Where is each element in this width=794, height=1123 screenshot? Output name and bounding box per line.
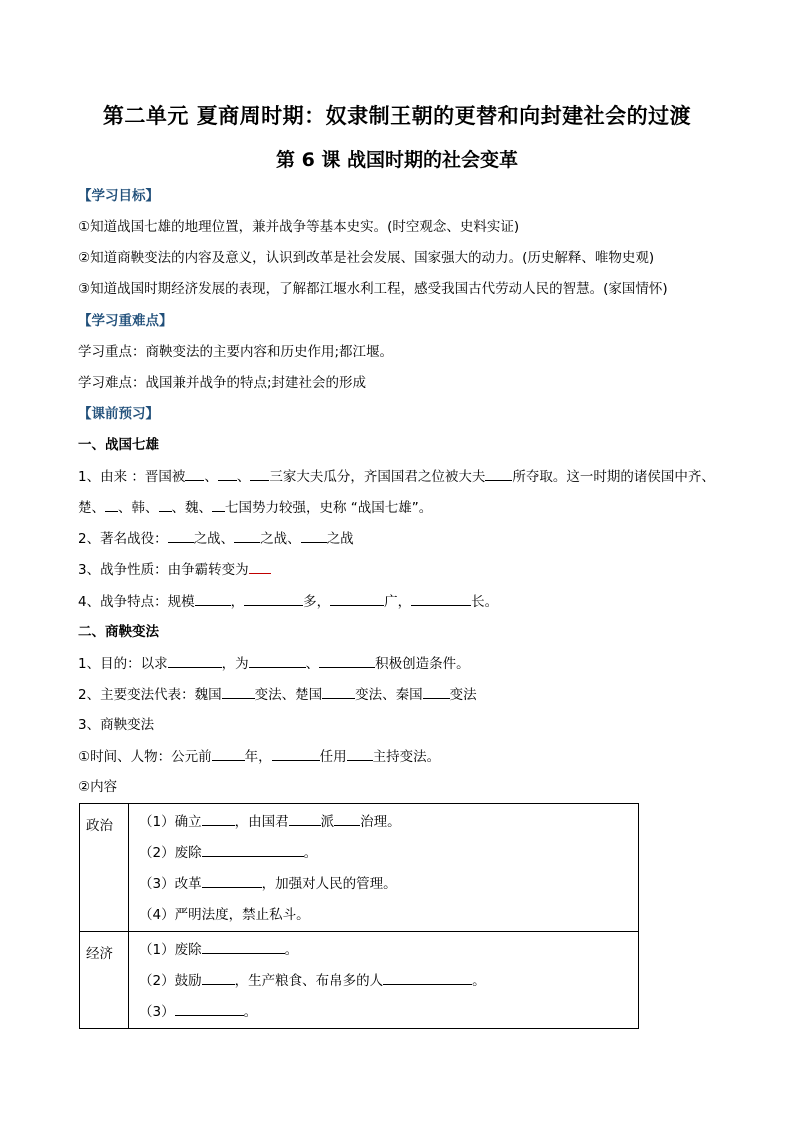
section-title-shang-yang: 二、商鞅变法 bbox=[78, 624, 159, 640]
objective-item: ③知道战国时期经济发展的表现，了解都江堰水利工程，感受我国古代劳动人民的智慧。(家国情怀) bbox=[78, 281, 668, 297]
fill-blank[interactable] bbox=[212, 498, 225, 512]
reform-reps-line: 2、主要变法代表：魏国 变法、楚国 变法、秦国 变法 bbox=[78, 687, 477, 703]
reform-content-table bbox=[79, 803, 639, 1029]
section-title-seven-states: 一、战国七雄 bbox=[78, 437, 159, 453]
lesson-title: 第 6 课 战国时期的社会变革 bbox=[275, 149, 519, 171]
table-row bbox=[80, 804, 639, 932]
fill-blank[interactable] bbox=[175, 1002, 244, 1016]
purpose-line: 1、目的：以求 ，为 、 积极创造条件。 bbox=[78, 656, 470, 672]
fill-blank[interactable] bbox=[202, 843, 304, 857]
fill-blank[interactable] bbox=[234, 529, 260, 543]
fill-blank[interactable] bbox=[249, 560, 271, 574]
fill-blank[interactable] bbox=[423, 685, 450, 699]
list-item: （2）鼓励 ，生产粮食、布帛多的人 。 bbox=[139, 973, 486, 989]
fill-blank[interactable] bbox=[185, 467, 204, 481]
war-nature-line: 3、战争性质：由争霸转变为 bbox=[78, 560, 271, 579]
battles-line: 2、著名战役： 之战、 之战、 之战 bbox=[78, 531, 354, 547]
fill-blank[interactable] bbox=[272, 747, 320, 761]
key-points-heading: 【学习重难点】 bbox=[78, 313, 173, 329]
list-item: （2）废除 。 bbox=[139, 845, 318, 861]
fill-blank[interactable] bbox=[249, 654, 306, 668]
fill-blank[interactable] bbox=[322, 685, 355, 699]
fill-blank[interactable] bbox=[485, 467, 512, 481]
category-politics: 政治 bbox=[80, 804, 129, 932]
fill-blank[interactable] bbox=[168, 529, 194, 543]
fill-blank[interactable] bbox=[202, 971, 235, 985]
fill-blank[interactable] bbox=[218, 467, 237, 481]
fill-blank[interactable] bbox=[330, 592, 384, 606]
politics-items bbox=[129, 804, 639, 932]
objectives-heading: 【学习目标】 bbox=[78, 188, 159, 204]
fill-blank[interactable] bbox=[168, 654, 222, 668]
fill-blank[interactable] bbox=[289, 812, 321, 826]
fill-blank[interactable] bbox=[383, 971, 472, 985]
fill-blank[interactable] bbox=[105, 498, 118, 512]
fill-blank[interactable] bbox=[411, 592, 471, 606]
time-people-line: ①时间、人物：公元前 年， 任用 主持变法。 bbox=[78, 749, 441, 765]
fill-blank[interactable] bbox=[347, 747, 373, 761]
table-row bbox=[80, 932, 639, 1029]
list-item: （1）废除 。 bbox=[139, 942, 299, 958]
key-difficulty: 学习难点：战国兼并战争的特点;封建社会的形成 bbox=[78, 375, 367, 391]
origin-line: 1、由来 ：晋国被 、 、 三家大夫瓜分，齐国国君之位被大夫 所夺取。这一时期的诸侯国中齐、 bbox=[78, 469, 715, 485]
category-economy: 经济 bbox=[80, 932, 129, 1029]
preview-heading: 【课前预习】 bbox=[78, 406, 159, 422]
unit-title: 第二单元 夏商周时期：奴隶制王朝的更替和向封建社会的过渡 bbox=[102, 104, 692, 128]
economy-items bbox=[129, 932, 639, 1029]
key-focus: 学习重点：商鞅变法的主要内容和历史作用;都江堰。 bbox=[78, 344, 394, 360]
war-traits-line: 4、战争特点：规模 ， 多， 广， 长。 bbox=[78, 594, 499, 610]
fill-blank[interactable] bbox=[244, 592, 303, 606]
content-label: ②内容 bbox=[78, 779, 118, 795]
fill-blank[interactable] bbox=[159, 498, 172, 512]
list-item: （1）确立 ，由国君 派 治理。 bbox=[139, 814, 401, 830]
shang-yang-heading: 3、商鞅变法 bbox=[78, 717, 155, 733]
fill-blank[interactable] bbox=[212, 747, 245, 761]
list-item: （4）严明法度，禁止私斗。 bbox=[139, 907, 310, 923]
seven-states-line: 楚、 、韩、 、魏、 七国势力较强，史称 “战国七雄”。 bbox=[78, 500, 433, 516]
fill-blank[interactable] bbox=[202, 812, 235, 826]
fill-blank[interactable] bbox=[250, 467, 269, 481]
fill-blank[interactable] bbox=[195, 592, 231, 606]
objective-item: ②知道商鞅变法的内容及意义，认识到改革是社会发展、国家强大的动力。(历史解释、唯物史观) bbox=[78, 250, 655, 266]
fill-blank[interactable] bbox=[334, 812, 360, 826]
fill-blank[interactable] bbox=[222, 685, 255, 699]
objective-item: ①知道战国七雄的地理位置，兼并战争等基本史实。(时空观念、史料实证) bbox=[78, 219, 520, 235]
fill-blank[interactable] bbox=[202, 874, 262, 888]
fill-blank[interactable] bbox=[301, 529, 327, 543]
fill-blank[interactable] bbox=[319, 654, 375, 668]
fill-blank[interactable] bbox=[202, 940, 285, 954]
list-item: （3）改革 ，加强对人民的管理。 bbox=[139, 876, 397, 892]
list-item: （3） 。 bbox=[139, 1004, 258, 1020]
